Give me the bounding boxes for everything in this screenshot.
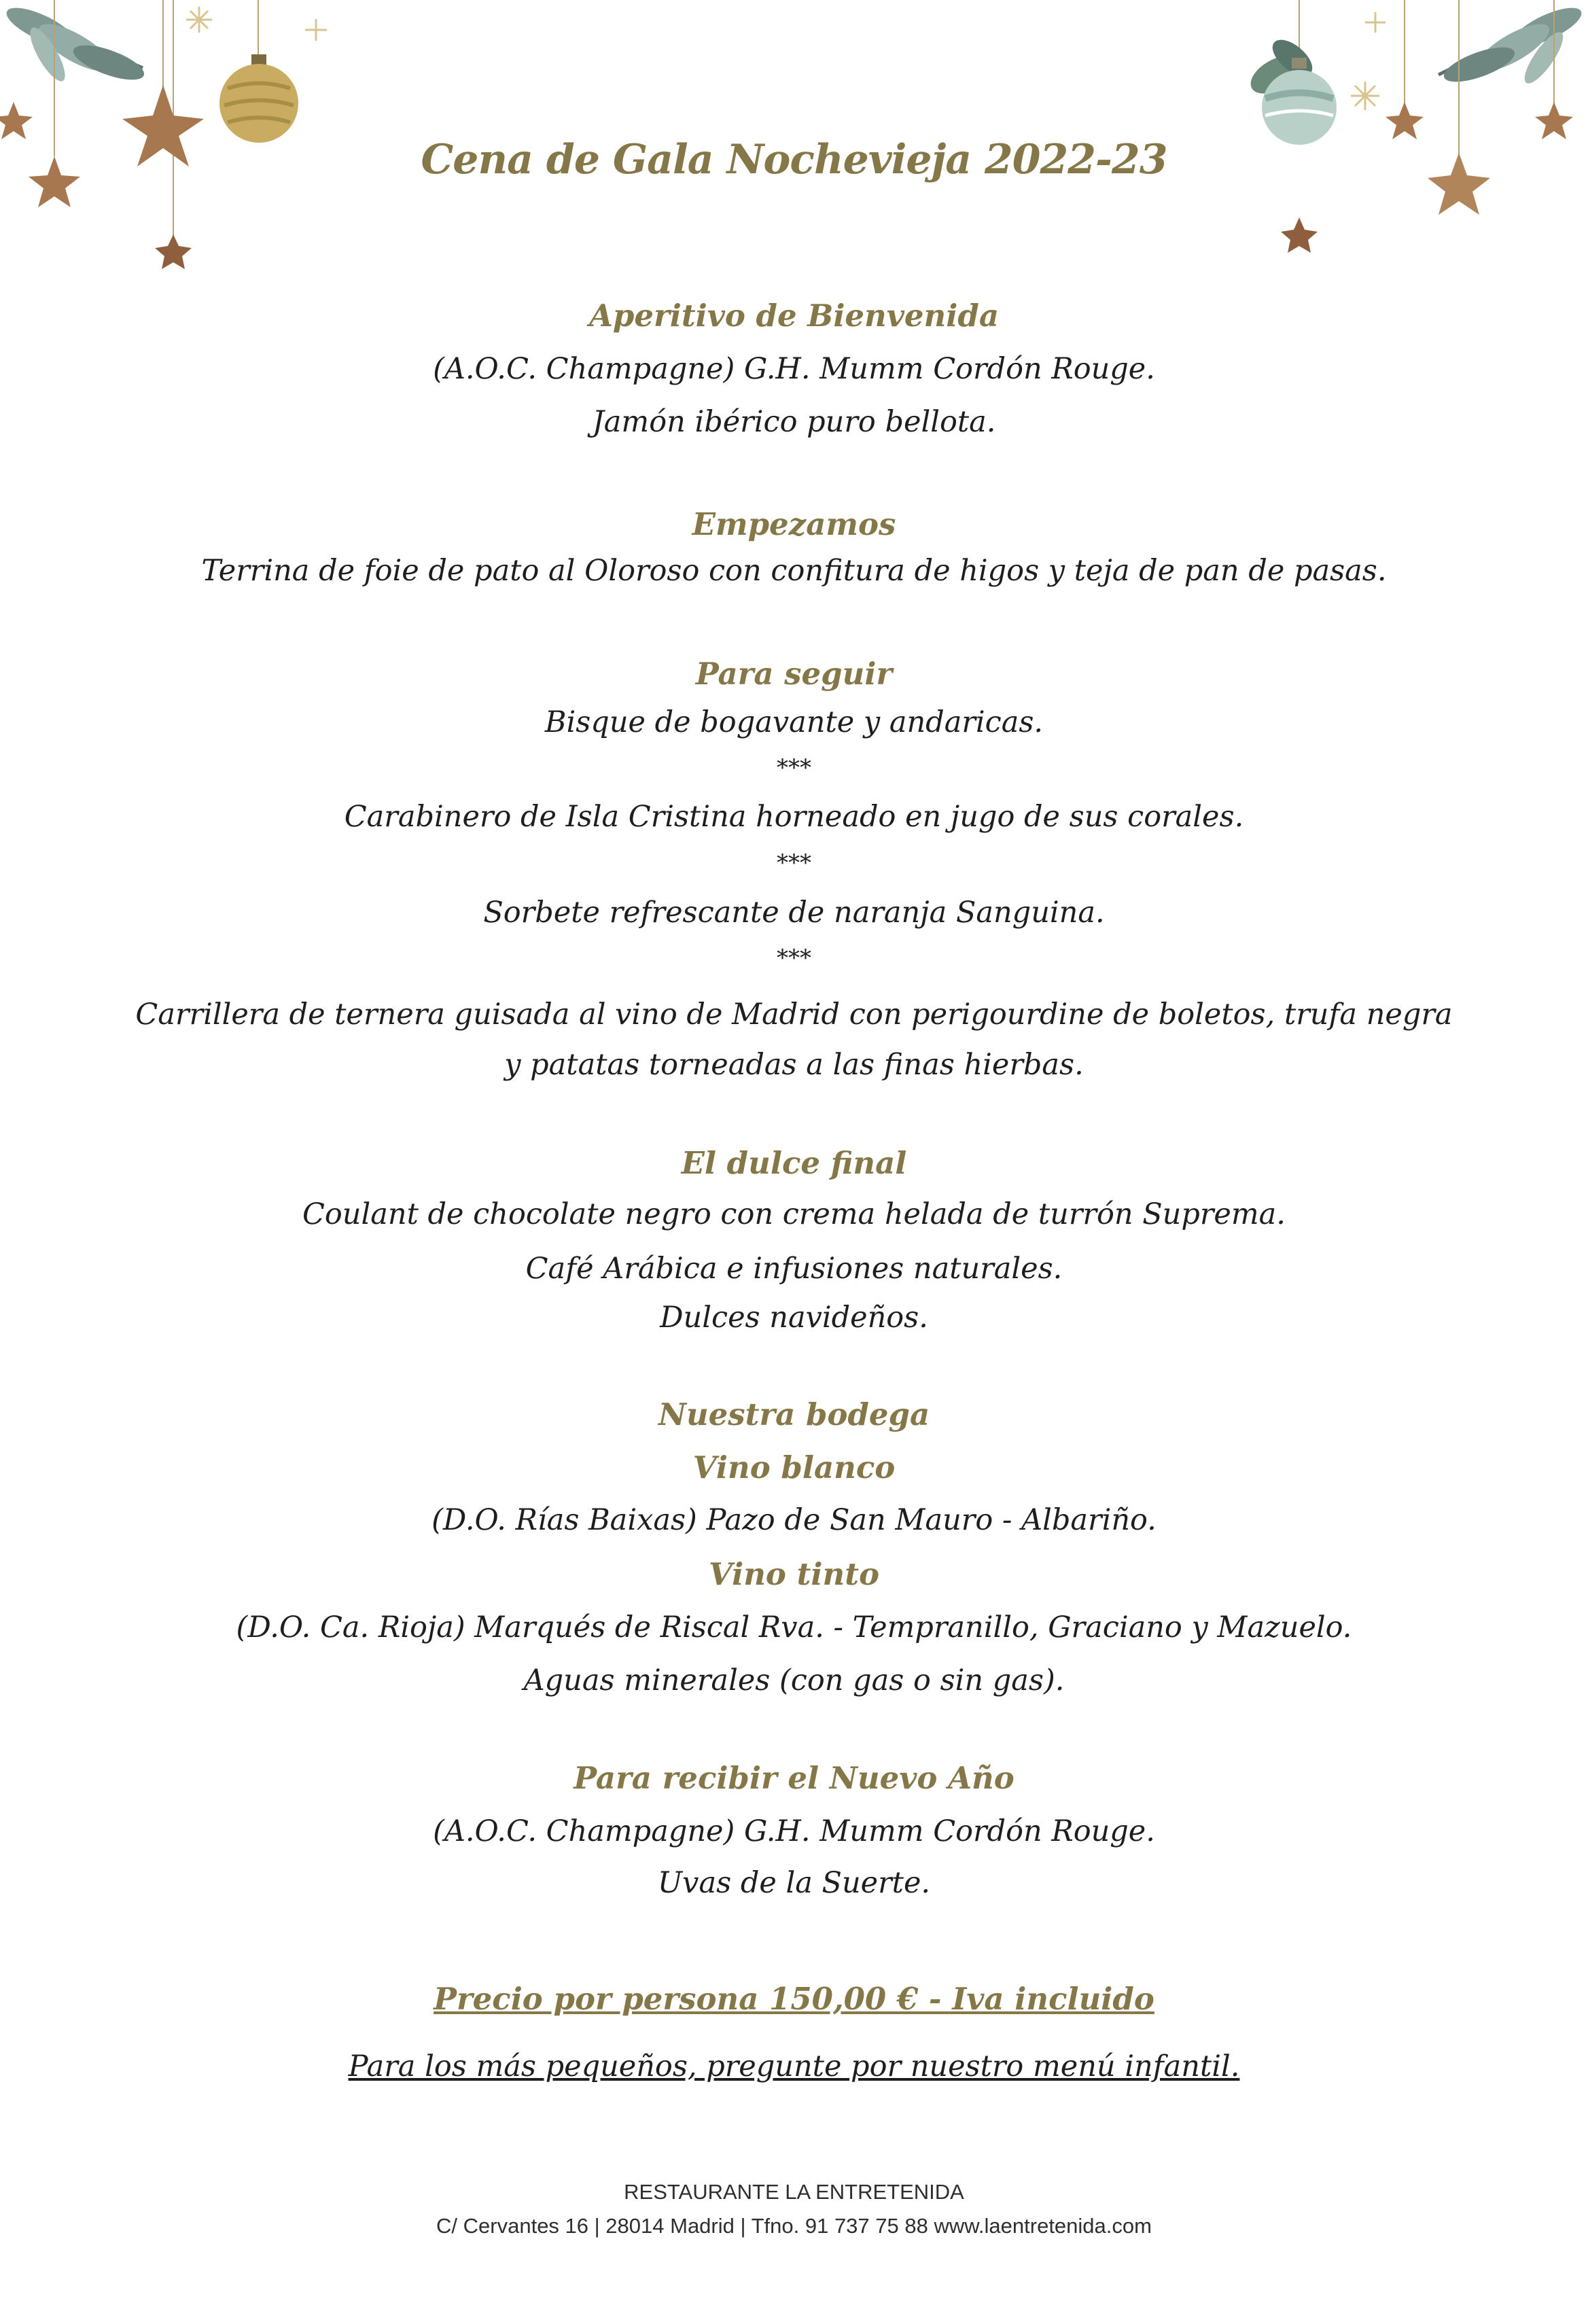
menu-item: Terrina de foie de pato al Oloroso con confitura de higos y teja de pan de pasas. bbox=[201, 554, 1387, 588]
subheading-vino-blanco: Vino blanco bbox=[692, 1449, 896, 1485]
menu-item: Aguas minerales (con gas o sin gas). bbox=[523, 1663, 1065, 1697]
star-ornament-icon bbox=[1386, 102, 1424, 139]
footer-address: C/ Cervantes 16 | 28014 Madrid | Tfno. 91 737 75 88 www.laentretenida.com bbox=[436, 2214, 1152, 2238]
section-heading-empezamos: Empezamos bbox=[692, 506, 896, 542]
menu-item: Bisque de bogavante y andaricas. bbox=[544, 705, 1044, 739]
subheading-vino-tinto: Vino tinto bbox=[708, 1556, 879, 1592]
section-heading-para-seguir: Para seguir bbox=[695, 656, 893, 692]
section-heading-dulce-final: El dulce final bbox=[681, 1145, 907, 1181]
section-heading-aperitivo: Aperitivo de Bienvenida bbox=[589, 298, 999, 334]
snowflake-icon bbox=[186, 7, 327, 41]
gold-bauble-icon bbox=[219, 54, 298, 143]
leaf-branch-icon bbox=[1439, 0, 1586, 88]
leaf-branch-icon bbox=[2, 0, 148, 86]
section-heading-nuevo-ano: Para recibir el Nuevo Año bbox=[574, 1760, 1014, 1796]
snowflake-icon bbox=[1351, 12, 1386, 110]
menu-item: Café Arábica e infusiones naturales. bbox=[525, 1252, 1063, 1286]
menu-item: (D.O. Ca. Rioja) Marqués de Riscal Rva. - Tempranillo, Graciano y Mazuelo. bbox=[236, 1610, 1352, 1644]
star-ornament-icon bbox=[0, 102, 33, 139]
menu-item: Carrillera de ternera guisada al vino de Madrid con perigourdine de boletos, trufa negra bbox=[135, 998, 1453, 1032]
menu-item: y patatas torneadas a las finas hierbas. bbox=[504, 1048, 1084, 1082]
footer-restaurant-name: RESTAURANTE LA ENTRETENIDA bbox=[624, 2180, 964, 2204]
price-line: Precio por persona 150,00 € - Iva incluido bbox=[434, 1981, 1154, 2017]
separator: *** bbox=[777, 754, 811, 781]
menu-item: (A.O.C. Champagne) G.H. Mumm Cordón Rouge. bbox=[433, 1814, 1155, 1848]
section-heading-bodega: Nuestra bodega bbox=[658, 1396, 930, 1432]
menu-item: (D.O. Rías Baixas) Pazo de San Mauro - Albariño. bbox=[431, 1503, 1157, 1537]
menu-item: Jamón ibérico puro bellota. bbox=[592, 405, 996, 439]
separator: *** bbox=[777, 849, 811, 877]
page-title: Cena de Gala Nochevieja 2022-23 bbox=[421, 136, 1167, 183]
menu-item: Sorbete refrescante de naranja Sanguina. bbox=[483, 896, 1105, 930]
star-ornament-icon bbox=[155, 234, 192, 269]
star-ornament-icon bbox=[1281, 217, 1318, 253]
menu-item: Uvas de la Suerte. bbox=[657, 1866, 931, 1900]
menu-item: Carabinero de Isla Cristina horneado en jugo de sus corales. bbox=[344, 800, 1244, 834]
separator: *** bbox=[777, 945, 811, 972]
menu-item: (A.O.C. Champagne) G.H. Mumm Cordón Rouge. bbox=[433, 352, 1155, 386]
menu-item: Dulces navideños. bbox=[660, 1301, 928, 1335]
menu-item: Coulant de chocolate negro con crema helada de turrón Suprema. bbox=[302, 1197, 1286, 1231]
star-ornament-icon bbox=[1535, 102, 1573, 139]
kids-menu-note: Para los más pequeños, pregunte por nuestro menú infantil. bbox=[348, 2049, 1240, 2083]
